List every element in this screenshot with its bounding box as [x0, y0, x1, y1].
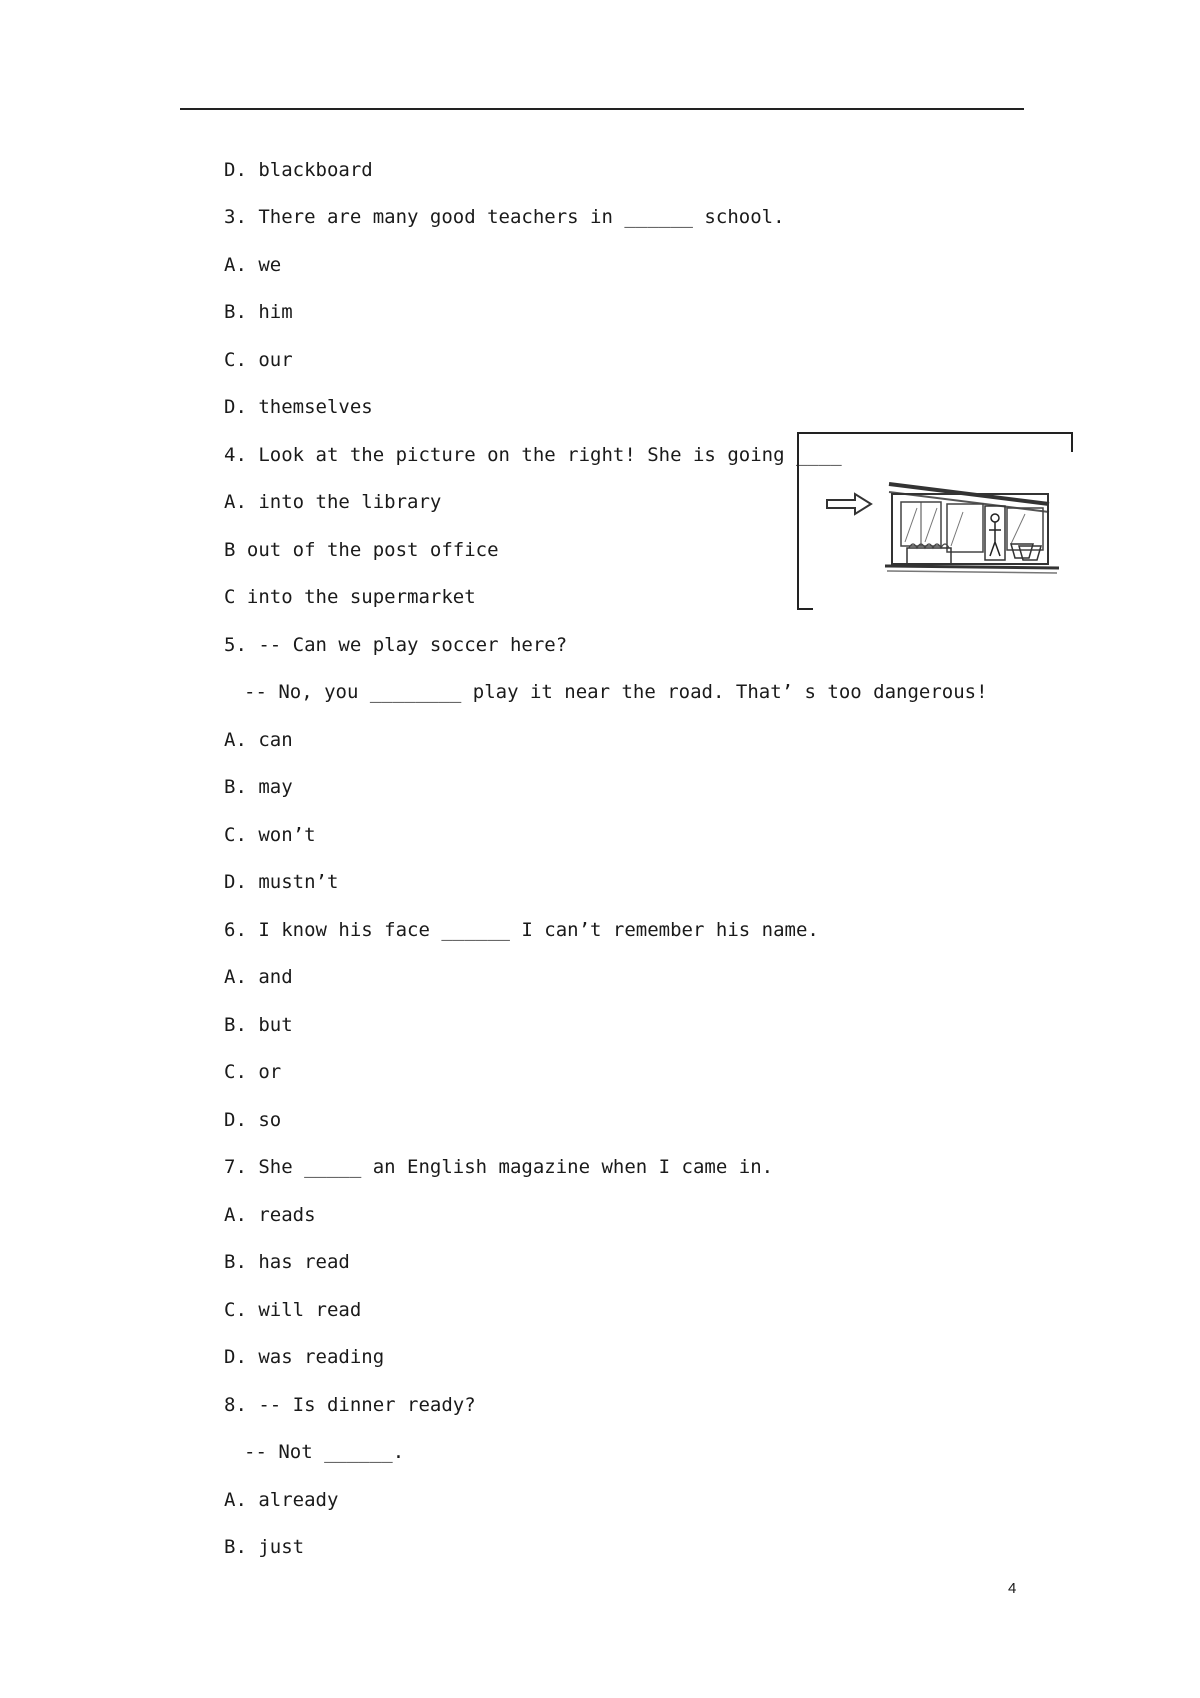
option-line: D. blackboard [224, 159, 373, 181]
option-line: B out of the post office [224, 539, 499, 561]
option-line: D. themselves [224, 396, 373, 418]
supermarket-picture [797, 432, 1073, 610]
question-line: 6. I know his face ______ I can’t remember his name. [224, 919, 819, 941]
dialogue-line: -- No, you ________ play it near the road. That’ s too dangerous! [244, 681, 988, 703]
arrow-icon [827, 494, 871, 514]
question-line: 8. -- Is dinner ready? [224, 1394, 476, 1416]
dialogue-line: -- Not ______. [244, 1441, 405, 1463]
option-line: D. was reading [224, 1346, 385, 1368]
option-line: C into the supermarket [224, 586, 476, 608]
header-rule [180, 108, 1024, 110]
option-line: B. him [224, 301, 293, 323]
question-line: 7. She _____ an English magazine when I came in. [224, 1156, 774, 1178]
option-line: B. but [224, 1014, 293, 1036]
option-line: A. reads [224, 1204, 316, 1226]
option-line: A. into the library [224, 491, 442, 513]
option-line: A. already [224, 1489, 339, 1511]
option-line: D. so [224, 1109, 282, 1131]
option-line: A. we [224, 254, 282, 276]
option-line: A. and [224, 966, 293, 988]
option-line: B. just [224, 1536, 305, 1558]
page-number: 4 [1008, 1580, 1017, 1597]
option-line: C. will read [224, 1299, 362, 1321]
question-line: 4. Look at the picture on the right! She is going ____ [224, 444, 842, 466]
option-line: B. may [224, 776, 293, 798]
option-line: B. has read [224, 1251, 350, 1273]
question-line: 3. There are many good teachers in ______ school. [224, 206, 785, 228]
question-line: 5. -- Can we play soccer here? [224, 634, 568, 656]
option-line: A. can [224, 729, 293, 751]
option-line: C. or [224, 1061, 282, 1083]
option-line: C. won’t [224, 824, 316, 846]
option-line: C. our [224, 349, 293, 371]
option-line: D. mustn’t [224, 871, 339, 893]
